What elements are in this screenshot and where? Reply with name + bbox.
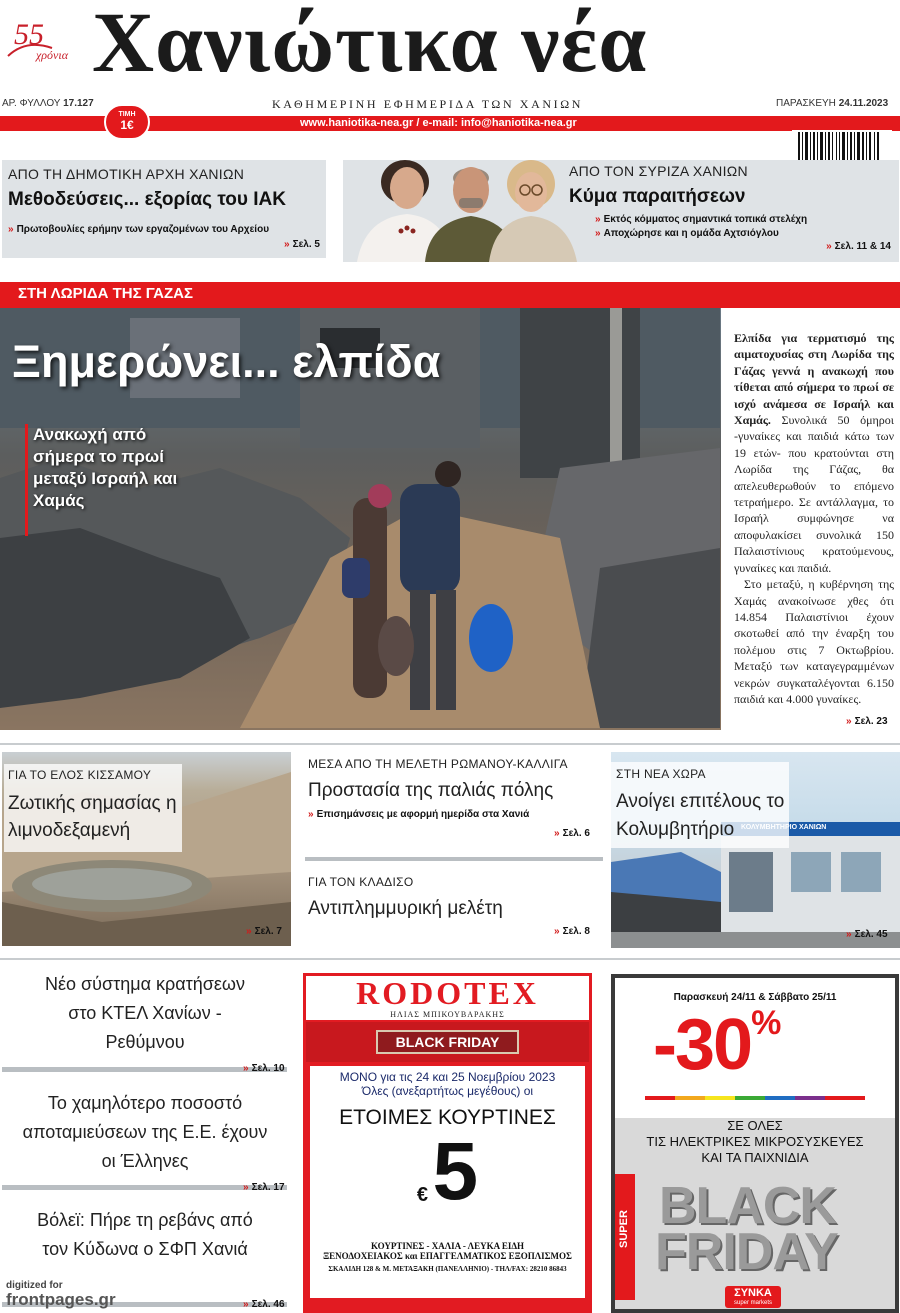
- synka-logo-sub: super markets: [733, 1300, 772, 1306]
- lead-body-p2: Στο μεταξύ, η κυβέρνηση της Χαμάς ανακοίνωσε χθες ότι 14.854 Παλαιστίνιοι έχουν σκοτωθεί από την έναρξη του πολέμου στις 7 Οκτωβρίου. Μεταξύ των καταγεγραμμένων νεκρών συγκαταλέγονται 6.150 παιδιά και 4.000 γυναίκες.: [734, 577, 894, 706]
- price-badge: [104, 104, 150, 140]
- synka-logo: [725, 1286, 781, 1308]
- synka-dates: Παρασκευή 24/11 & Σάββατο 25/11: [673, 992, 837, 1003]
- oldtown-bullet-text: Επισημάνσεις με αφορμή ημερίδα στα Χανιά: [316, 809, 530, 820]
- teaser-iak-bullet-text: Πρωτοβουλίες ερήμην των εργαζομένων του Αρχείου: [16, 224, 270, 235]
- divider-1: [0, 743, 900, 745]
- pool-ref[interactable]: » Σελ. 45: [846, 929, 888, 940]
- contact-line[interactable]: www.haniotika-nea.gr / e-mail: info@haniotika-nea.gr: [300, 117, 577, 129]
- lead-subhead-rule: [25, 424, 28, 536]
- synka-line-2: ΤΙΣ ΗΛΕΚΤΡΙΚΕΣ ΜΙΚΡΟΣΥΣΚΕΥΕΣ: [646, 1134, 864, 1149]
- rodotex-header: [306, 976, 589, 1020]
- kissamos-kicker: ΓΙΑ ΤΟ ΕΛΟΣ ΚΙΣΣΑΜΟΥ: [8, 768, 152, 782]
- brief-ktel-ref[interactable]: » Σελ. 10: [243, 1063, 285, 1074]
- rodotex-offer-box: [310, 1066, 585, 1298]
- lead-subhead: Ανακωχή από σήμερα το πρωί μεταξύ Ισραήλ και Χαμάς: [33, 425, 178, 510]
- rodotex-categories: ΚΟΥΡΤΙΝΕΣ - ΧΑΛΙΑ - ΛΕΥΚΑ ΕΙΔΗ: [370, 1241, 525, 1251]
- rodotex-banner-area: [306, 1022, 589, 1062]
- brief-savings[interactable]: Το χαμηλότερο ποσοστό αποταμιεύσεων της Ε.Ε. έχουν οι Έλληνες: [22, 1093, 268, 1171]
- teaser-syriza-ref[interactable]: » Σελ. 11 & 14: [826, 241, 891, 252]
- rodotex-price: [310, 1126, 585, 1237]
- synka-logo-text: ΣΥΝΚΑ: [734, 1287, 772, 1299]
- lead-ref-text: Σελ. 23: [854, 716, 888, 727]
- center-divider: [305, 857, 603, 861]
- oldtown-ref[interactable]: » Σελ. 6: [554, 828, 590, 839]
- teaser-iak[interactable]: [2, 160, 326, 258]
- oldtown-bullet: » Επισημάνσεις με αφορμή ημερίδα στα Χανιά: [308, 809, 530, 820]
- teaser-iak-ref[interactable]: » Σελ. 5: [284, 239, 320, 250]
- rodotex-note: Όλες (ανεξαρτήτως μεγέθους) οι: [361, 1084, 534, 1098]
- lead-ref[interactable]: » Σελ. 23: [846, 716, 888, 727]
- rodotex-banner: BLACK FRIDAY: [376, 1030, 520, 1054]
- teaser-syriza-kicker: ΑΠΟ ΤΟΝ ΣΥΡΙΖΑ ΧΑΝΙΩΝ: [569, 163, 748, 179]
- rodotex-product: ΕΤΟΙΜΕΣ ΚΟΥΡΤΙΝΕΣ: [339, 1106, 556, 1129]
- synka-black: BLACK: [659, 1177, 836, 1235]
- teaser-syriza-bullet-1-text: Εκτός κόμματος σημαντικά τοπικά στελέχη: [603, 214, 808, 225]
- kladisos-ref-text: Σελ. 8: [562, 926, 590, 937]
- newspaper-title: Χανιώτικα νέα: [92, 0, 648, 90]
- issue-info: [2, 98, 94, 109]
- price-label: ΤΙΜΗ: [118, 111, 136, 118]
- kissamos-ref[interactable]: » Σελ. 7: [246, 926, 282, 937]
- teaser-iak-bullet: » Πρωτοβουλίες ερήμην των εργαζομένων του Αρχείου: [8, 224, 270, 235]
- price-value: 1€: [120, 118, 134, 132]
- synka-discount: [653, 1004, 781, 1086]
- pool-photo: [611, 752, 900, 948]
- pool-headline[interactable]: Ανοίγει επιτέλους το Κολυμβητήριο: [616, 791, 785, 840]
- portraits-image: [347, 156, 591, 262]
- kladisos-kicker: ΓΙΑ ΤΟΝ ΚΛΑΔΙΣΟ: [308, 875, 414, 889]
- oldtown-kicker: ΜΕΣΑ ΑΠΟ ΤΗ ΜΕΛΕΤΗ ΡΩΜΑΝΟΥ-ΚΑΛΛΙΓΑ: [308, 757, 568, 771]
- synka-line-3: ΚΑΙ ΤΑ ΠΑΙΧΝΙΔΙΑ: [701, 1150, 809, 1165]
- teaser-iak-kicker: ΑΠΟ ΤΗ ΔΗΜΟΤΙΚΗ ΑΡΧΗ ΧΑΝΙΩΝ: [8, 166, 245, 182]
- pool-kicker: ΣΤΗ ΝΕΑ ΧΩΡΑ: [616, 767, 706, 781]
- divider-2: [0, 958, 900, 960]
- synka-percent: %: [751, 1004, 782, 1042]
- anniversary-word: χρόνια: [36, 48, 68, 62]
- rodotex-address: ΣΚΑΛΙΔΗ 128 & Μ. ΜΕΤΑΞΑΚΗ (ΠΑΝΕΛΛΗΝΙΟ) - ΤΗΛ/FAX: 28210 86843: [328, 1265, 567, 1273]
- lead-headline: Ξημερώνει... ελπίδα: [12, 336, 441, 387]
- oldtown-ref-text: Σελ. 6: [562, 828, 590, 839]
- teaser-syriza-ref-text: Σελ. 11 & 14: [834, 241, 891, 252]
- rodotex-brand: RODOTEX: [356, 975, 539, 1011]
- digitized-label: digitized for: [6, 1280, 63, 1291]
- rodotex-dates: ΜΟΝΟ για τις 24 και 25 Νοεμβρίου 2023: [339, 1070, 556, 1084]
- ad-rodotex[interactable]: [303, 973, 592, 1313]
- kladisos-headline[interactable]: Αντιπλημμυρική μελέτη: [308, 898, 503, 919]
- tagline: ΚΑΘΗΜΕΡΙΝΗ ΕΦΗΜΕΡΙΔΑ ΤΩΝ ΧΑΝΙΩΝ: [272, 97, 583, 111]
- synka-line-1: ΣΕ ΟΛΕΣ: [727, 1118, 783, 1133]
- syriza-photo: [347, 156, 591, 262]
- ad-synka[interactable]: [611, 974, 899, 1313]
- lead-body-text-1: Συνολικά 50 όμηροι -γυναίκες και παιδιά κάτω των 19 ετών- που κρατούνται στη Λωρίδα της Γάζας, θα απελευθερωθούν το επόμενο τετραήμερο. Σε αντάλλαγμα, το Ισραήλ συμφώνησε να αποφυλακίσει συνολικά 150 Παλαιστίνιους κρατούμενους, γυναίκες και παιδιά.: [734, 413, 894, 575]
- anniversary-logo: [6, 14, 86, 74]
- brief-savings-ref[interactable]: » Σελ. 17: [243, 1182, 285, 1193]
- synka-friday: FRIDAY: [655, 1223, 838, 1281]
- lead-body: [734, 330, 894, 707]
- teaser-syriza-bullet-2: » Αποχώρησε και η ομάδα Αχτσιόγλου: [595, 228, 779, 239]
- brief-ktel-ref-text: Σελ. 10: [251, 1063, 285, 1074]
- kladisos-ref[interactable]: » Σελ. 8: [554, 926, 590, 937]
- pool-ref-text: Σελ. 45: [854, 929, 888, 940]
- teaser-syriza[interactable]: [343, 160, 899, 262]
- kissamos-headline[interactable]: Ζωτικής σημασίας η λιμνοδεξαμενή: [8, 793, 177, 841]
- teaser-syriza-headline: Κύμα παραιτήσεων: [569, 186, 746, 207]
- pool-sign-text: ΚΟΛΥΜΒΗΤΗΡΙΟ ΧΑΝΙΩΝ: [741, 824, 827, 831]
- synka-discount-value: -30: [653, 1005, 752, 1085]
- teaser-iak-ref-text: Σελ. 5: [292, 239, 320, 250]
- date-info: [776, 98, 888, 109]
- issue-label: ΑΡ. ΦΥΛΛΟΥ: [2, 98, 61, 109]
- brief-ktel[interactable]: Νέο σύστημα κρατήσεων στο ΚΤΕΛ Χανίων - Ρεθύμνου: [45, 974, 245, 1052]
- date: 24.11.2023: [838, 98, 889, 109]
- day: ΠΑΡΑΣΚΕΥΗ: [776, 98, 836, 109]
- lead-body-p1: [734, 330, 894, 576]
- brief-savings-ref-text: Σελ. 17: [251, 1182, 285, 1193]
- lead-body-bold: Ελπίδα για τερματισμό της αιματοχυσίας στη Λωρίδα της Γάζας γεννά η ανακωχή που τίθεται από σήμερα το πρωί σε ισχύ ανάμεσα σε Ισραήλ και Χαμάς.: [734, 331, 894, 428]
- teaser-syriza-bullet-1: » Εκτός κόμματος σημαντικά τοπικά στελέχη: [595, 214, 808, 225]
- teaser-iak-headline: Μεθοδεύσεις... εξορίας του ΙΑΚ: [8, 189, 286, 210]
- rodotex-currency: €: [416, 1183, 429, 1206]
- rodotex-owner: ΗΛΙΑΣ ΜΠΙΚΟΥΒΑΡΑΚΗΣ: [390, 1010, 505, 1019]
- issue-number: 17.127: [63, 98, 94, 109]
- rodotex-categories-2: ΞΕΝΟΔΟΧΕΙΑΚΟΣ και ΕΠΑΓΓΕΛΜΑΤΙΚΟΣ ΕΞΟΠΛΙΣΜΟΣ: [323, 1251, 572, 1261]
- rodotex-price-value: 5: [432, 1126, 479, 1217]
- brief-volley-ref-text: Σελ. 46: [251, 1299, 285, 1310]
- synka-super: SUPER: [618, 1210, 630, 1248]
- brief-volley[interactable]: Βόλεϊ: Πήρε τη ρεβάνς από τον Κύδωνα ο ΣΦΠ Χανιά: [37, 1210, 253, 1259]
- brief-volley-ref[interactable]: » Σελ. 46: [243, 1299, 285, 1310]
- frontpages-site[interactable]: frontpages.gr: [6, 1290, 116, 1309]
- anniversary-number: 55: [14, 18, 44, 51]
- oldtown-headline[interactable]: Προστασία της παλιάς πόλης: [308, 780, 554, 801]
- anniversary-swoosh: [6, 34, 56, 64]
- kissamos-ref-text: Σελ. 7: [254, 926, 282, 937]
- teaser-syriza-bullet-2-text: Αποχώρησε και η ομάδα Αχτσιόγλου: [603, 228, 779, 239]
- lead-section-label: ΣΤΗ ΛΩΡΙΔΑ ΤΗΣ ΓΑΖΑΣ: [18, 285, 193, 302]
- synka-color-stripe: [645, 1096, 865, 1100]
